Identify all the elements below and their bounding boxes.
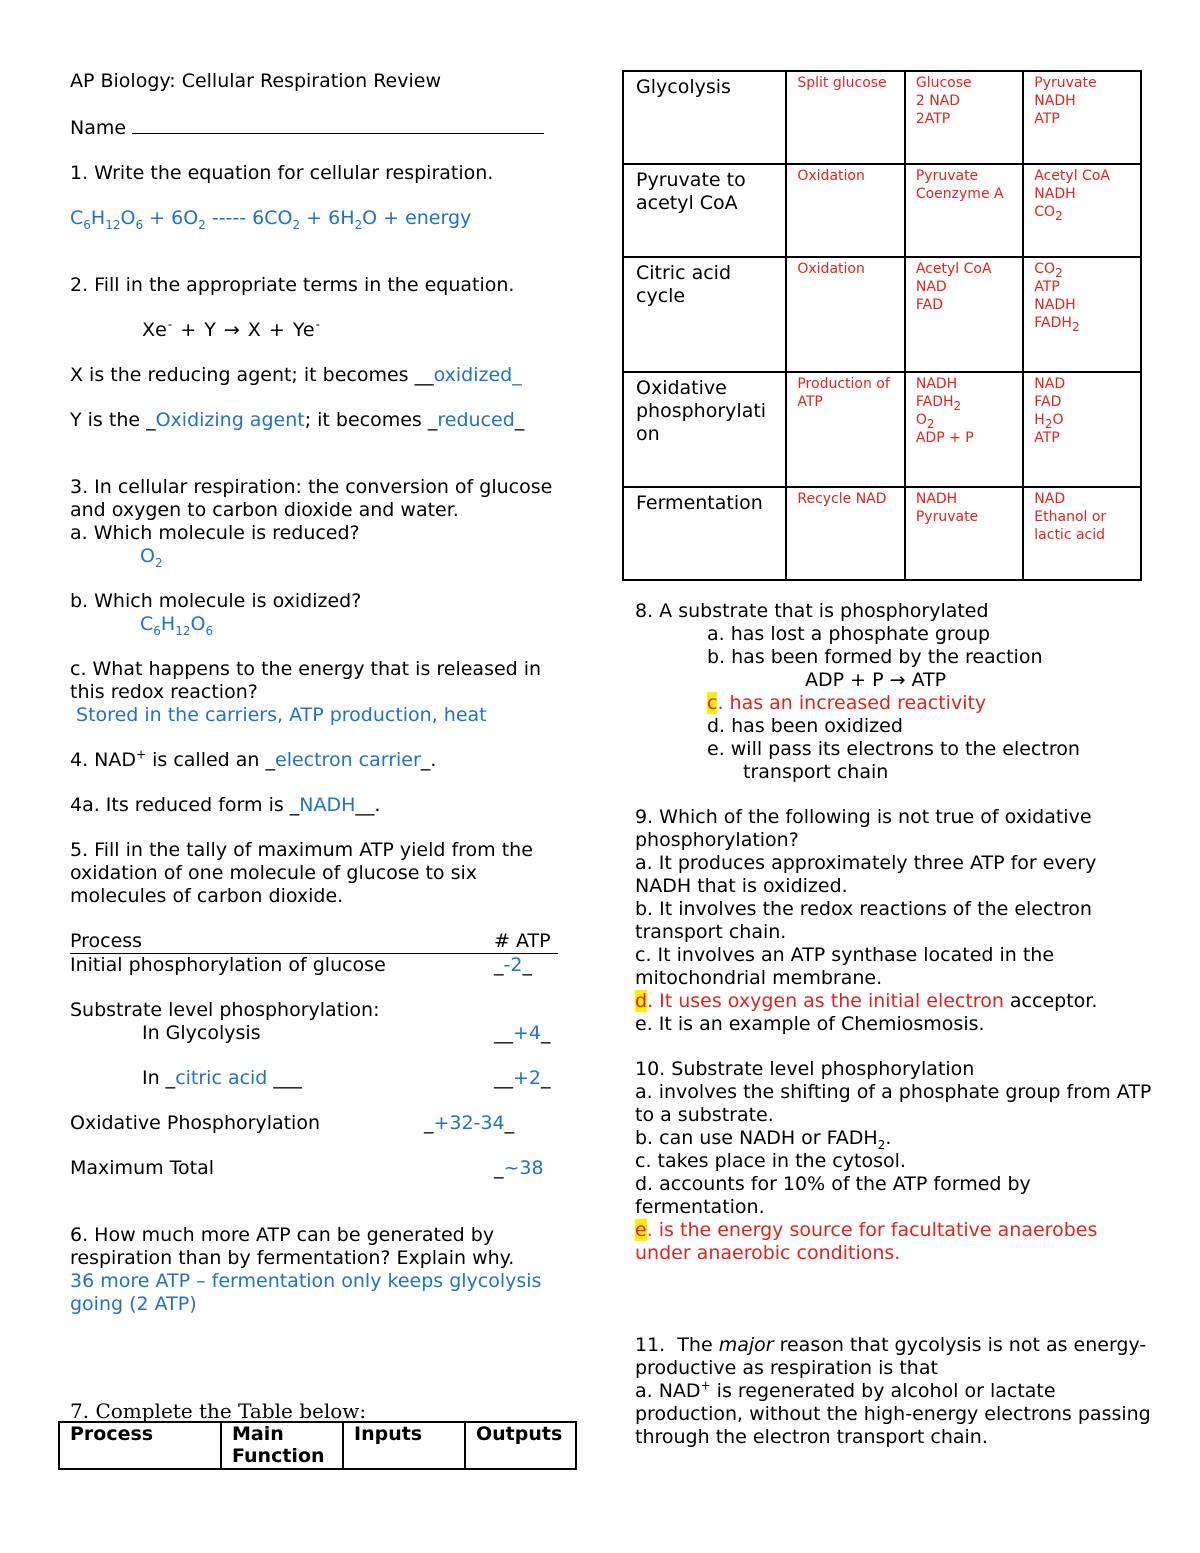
q10-e-letter: e	[635, 1219, 647, 1241]
row-outputs: NAD FAD $H_2O$ ATP	[1023, 372, 1141, 487]
q5-question: 5. Fill in the tally of maximum ATP yield from the oxidation of one molecule of glucose to six molecules of carbon dioxide.	[70, 839, 533, 907]
q11-question	[635, 1334, 1155, 1380]
q3-b: b. Which molecule is oxidized?	[70, 590, 362, 612]
atp-r5-end: _	[504, 1112, 515, 1134]
right-column	[635, 600, 1155, 1449]
q9-d-tail: acceptor.	[1003, 990, 1098, 1012]
q9-d	[635, 990, 1155, 1013]
row-outputs: NAD Ethanol or lactic acid	[1023, 487, 1141, 580]
q10-question: 10. Substrate level phosphorylation	[635, 1058, 975, 1080]
atp-r4-vpre: __	[494, 1067, 513, 1089]
atp-r4-vend: _	[541, 1067, 551, 1089]
q10-d: d. accounts for 10% of the ATP formed by fermentation.	[635, 1173, 1031, 1218]
atp-row-citric	[70, 1067, 570, 1090]
q8-c-text: . has an increased reactivity	[717, 692, 987, 714]
q1-answer: $C_6H_{12}O_6 + 6O_2$ ----- $6CO_2 + 6H_2O$ + energy	[70, 207, 472, 232]
q8-d: d. has been oxidized	[707, 715, 903, 737]
q1-question: 1. Write the equation for cellular respiration.	[70, 162, 494, 184]
atp-r4-end: ___	[267, 1067, 302, 1089]
q4-answer: electron carrier	[275, 749, 421, 771]
q6-answer: 36 more ATP – fermentation only keeps glycolysis going (2 ATP)	[70, 1270, 542, 1315]
q7-table-header-row	[59, 1422, 576, 1469]
page-title: AP Biology: Cellular Respiration Review	[70, 70, 441, 92]
atp-row-total-label: Maximum Total	[70, 1157, 215, 1179]
atp-r6-value: ~38	[503, 1157, 544, 1179]
atp-r5-pre: _	[424, 1112, 434, 1134]
q11-pre: 11. The	[635, 1334, 719, 1356]
q3-question: 3. In cellular respiration: the conversion of glucose and oxygen to carbon dioxide and water.	[70, 476, 553, 521]
atp-col-atp: # ATP	[494, 930, 551, 952]
q8-c-letter: c	[707, 692, 718, 714]
q8-question: 8. A substrate that is phosphorylated	[635, 600, 989, 622]
row-outputs: $CO_2$ ATP NADH $FADH_2$	[1023, 257, 1141, 372]
q8-a: a. has lost a phosphate group	[707, 623, 991, 645]
atp-r1-end: _	[522, 954, 532, 976]
q8-e: e. will pass its electrons to the electron	[707, 738, 1080, 760]
q11-a: a. NAD+ is regenerated by alcohol or lactate production, without the high-energy electrons passing through the electron transport chain.	[635, 1378, 1151, 1448]
q7-table	[58, 1421, 577, 1470]
q6-question: 6. How much more ATP can be generated by respiration than by fermentation? Explain why.	[70, 1224, 515, 1269]
q7-col-main-function: Main Function	[221, 1422, 343, 1469]
q2-x-line	[70, 364, 570, 387]
q8-c	[635, 692, 1155, 715]
atp-row-oxidative-label: Oxidative Phosphorylation	[70, 1112, 321, 1134]
q11-major: major	[718, 1334, 774, 1356]
q8-b2: ADP + P → ATP	[805, 669, 947, 691]
atp-r4-value: +2	[513, 1067, 542, 1089]
q3-b-answer: $C_6H_{12}O_6$	[140, 613, 214, 638]
row-process: Oxidative phosphorylati on	[623, 372, 786, 487]
q9-c: c. It involves an ATP synthase located in the mitochondrial membrane.	[635, 944, 1055, 989]
row-function: Split glucose	[786, 71, 904, 164]
q4a-end: __.	[355, 794, 381, 816]
q8-e2: transport chain	[743, 761, 889, 783]
atp-r3-value: +4	[513, 1022, 542, 1044]
atp-r3-pre: __	[494, 1022, 513, 1044]
row-outputs: Pyruvate NADH ATP	[1023, 71, 1141, 164]
q7-question: 7. Complete the Table below:	[70, 1399, 367, 1423]
q4-pre: 4. NAD+ is called an _	[70, 747, 275, 771]
atp-r5-value: +32-34	[433, 1112, 505, 1134]
q2-equation: Xe- + Y → X + Ye-	[142, 317, 321, 341]
q4a-answer: NADH	[299, 794, 356, 816]
q3-a-answer: $O_2$	[140, 545, 163, 570]
atp-row-total	[70, 1157, 570, 1180]
q9-b: b. It involves the redox reactions of the electron transport chain.	[635, 898, 1092, 943]
atp-r1-value: -2	[503, 954, 523, 976]
q4a-pre: 4a. Its reduced form is _	[70, 794, 300, 816]
q3-a: a. Which molecule is reduced?	[70, 522, 360, 544]
atp-row-glycolysis-label: In Glycolysis	[142, 1022, 261, 1044]
row-process: Glycolysis	[623, 71, 786, 164]
atp-row-initial-label: Initial phosphorylation of glucose	[70, 954, 386, 976]
q2-question: 2. Fill in the appropriate terms in the equation.	[70, 274, 515, 296]
q9-d-letter: d	[635, 990, 648, 1012]
q9-a: a. It produces approximately three ATP for every NADH that is oxidized.	[635, 852, 1097, 897]
row-function: Oxidation	[786, 164, 904, 257]
row-process: Fermentation	[623, 487, 786, 580]
row-process: Pyruvate to acetyl CoA	[623, 164, 786, 257]
q2-y-mid: ; it becomes _	[304, 409, 438, 431]
name-row	[70, 115, 570, 140]
name-label: Name	[70, 117, 127, 139]
q2-x-text: X is the reducing agent; it becomes __	[70, 364, 434, 386]
q8-b: b. has been formed by the reaction	[707, 646, 1043, 668]
q10-c: c. takes place in the cytosol.	[635, 1150, 906, 1172]
atp-row-substrate-label: Substrate level phosphorylation:	[70, 999, 380, 1021]
row-function: Recycle NAD	[786, 487, 904, 580]
q4a-line	[70, 794, 570, 817]
q9-question: 9. Which of the following is not true of oxidative phosphorylation?	[635, 806, 1092, 851]
q9-e: e. It is an example of Chemiosmosis.	[635, 1013, 985, 1035]
q9-d-text: . It uses oxygen as the initial electron	[647, 990, 1004, 1012]
q3-c-answer: Stored in the carriers, ATP production, heat	[70, 704, 487, 726]
q4-end: _.	[420, 749, 437, 771]
row-inputs: NADH Pyruvate	[905, 487, 1023, 580]
row-function: Oxidation	[786, 257, 904, 372]
q10-a: a. involves the shifting of a phosphate group from ATP to a substrate.	[635, 1081, 1152, 1126]
q2-y-answer2: reduced	[437, 409, 515, 431]
atp-r4-pre: In _	[142, 1067, 176, 1089]
q2-x-end: _	[512, 364, 522, 386]
name-blank	[132, 115, 544, 134]
atp-row-glycolysis	[70, 1022, 570, 1045]
table-row	[623, 372, 1141, 487]
q2-y-pre: Y is the _	[70, 409, 156, 431]
q11-post: reason that gycolysis is not as energy-productive as respiration is that	[635, 1334, 1147, 1379]
q7-col-outputs: Outputs	[465, 1422, 576, 1469]
atp-row-oxidative	[70, 1112, 570, 1135]
atp-row-initial	[70, 954, 570, 977]
q2-y-line	[70, 409, 570, 432]
left-column	[70, 70, 570, 1423]
q3-c: c. What happens to the energy that is released in this redox reaction?	[70, 658, 542, 703]
table-row	[623, 257, 1141, 372]
table-row	[623, 164, 1141, 257]
atp-table-header	[70, 930, 558, 954]
q10-e-text: . is the energy source for facultative anaerobes under anaerobic conditions.	[635, 1219, 1098, 1264]
atp-r1-pre: _	[494, 954, 504, 976]
atp-col-process: Process	[70, 930, 143, 952]
row-inputs: Acetyl CoA NAD FAD	[905, 257, 1023, 372]
process-table	[622, 70, 1142, 581]
q7-col-process: Process	[59, 1422, 221, 1469]
row-process: Citric acid cycle	[623, 257, 786, 372]
atp-row-substrate	[70, 999, 570, 1022]
q10-b: b. can use NADH or $FADH_2$.	[635, 1127, 892, 1152]
q10-e	[635, 1219, 1155, 1265]
atp-r6-pre: _	[494, 1157, 504, 1179]
atp-r3-end: _	[541, 1022, 551, 1044]
q7-col-inputs: Inputs	[343, 1422, 465, 1469]
q4-line	[70, 749, 570, 772]
atp-r4-answer: citric acid	[175, 1067, 268, 1089]
row-outputs: Acetyl CoA NADH $CO_2$	[1023, 164, 1141, 257]
q2-y-answer1: Oxidizing agent	[155, 409, 305, 431]
q2-y-end: _	[514, 409, 525, 431]
row-inputs: Glucose 2 NAD 2ATP	[905, 71, 1023, 164]
table-row	[623, 487, 1141, 580]
row-inputs: Pyruvate Coenzyme A	[905, 164, 1023, 257]
row-inputs: NADH $FADH_2$ $O_2$ ADP + P	[905, 372, 1023, 487]
q2-x-answer: oxidized	[433, 364, 513, 386]
row-function: Production of ATP	[786, 372, 904, 487]
table-row	[623, 71, 1141, 164]
